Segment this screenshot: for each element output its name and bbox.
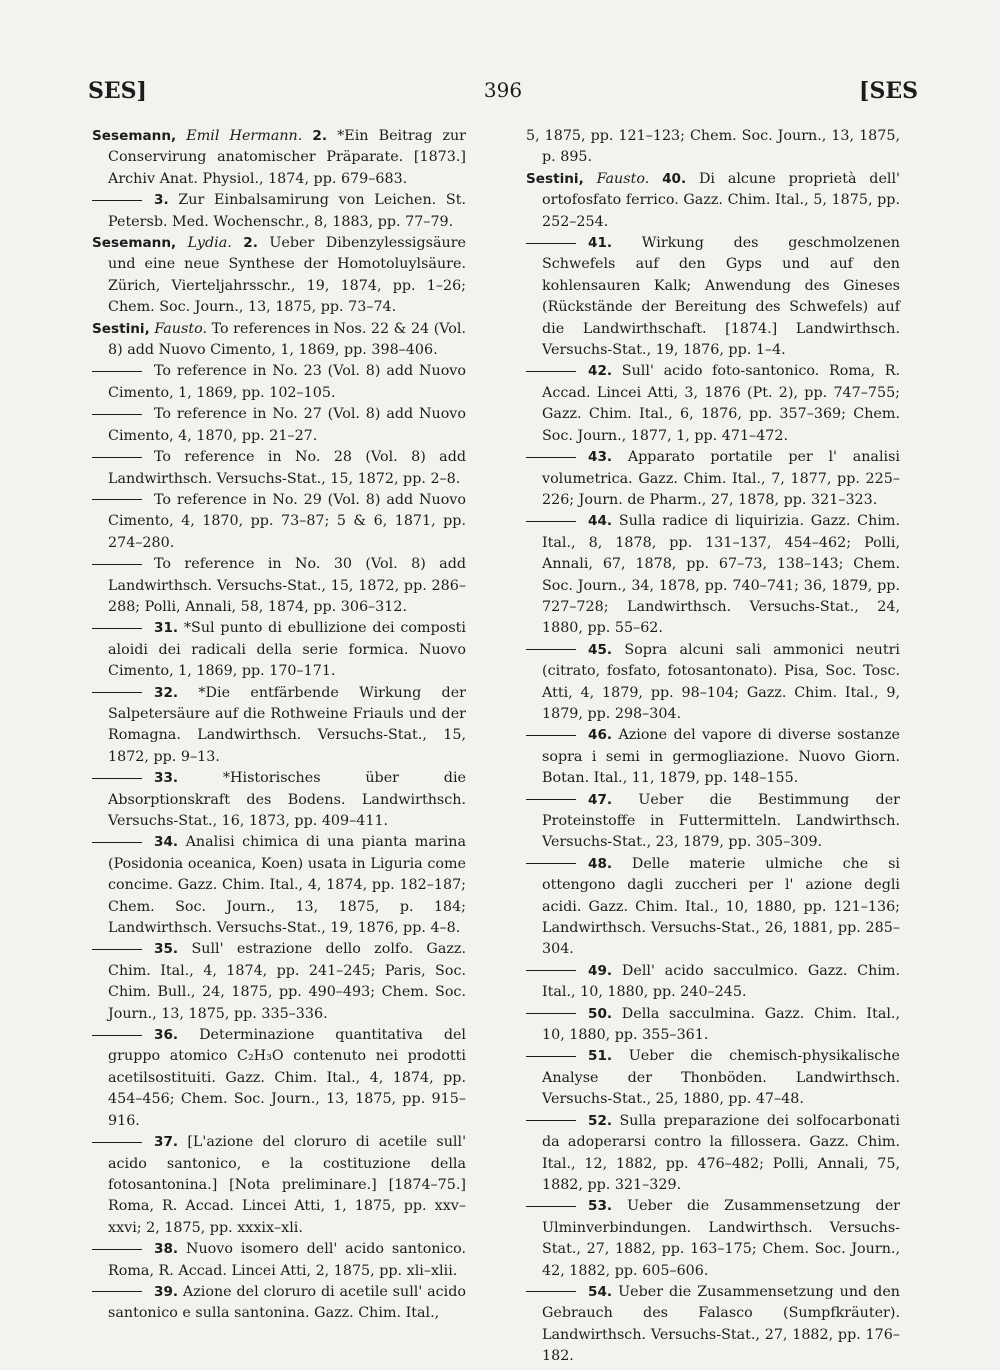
header-right-catchword: [SES xyxy=(859,78,918,104)
entry-number: 37. xyxy=(154,1134,179,1151)
entry-number: 32. xyxy=(154,684,179,701)
bibliography-entry xyxy=(92,939,466,1025)
bibliography-entry xyxy=(526,511,900,639)
bibliography-entry xyxy=(526,1004,900,1047)
entry-text: Sulla radice di liquirizia. Gazz. Chim. Ital., 8, 1878, pp. 131–137, 454–462; Polli, Annali, 67, 1878, pp. 67–73, 138–143; Chem. Soc. Journ., 34, 1878, pp. 740–741; 36, 1879, pp. 727–728; Landwirthsch. Versuchs-Stat., 24, 1880, pp. 55–62. xyxy=(542,513,901,637)
bibliography-entry xyxy=(92,361,466,404)
ditto-rule xyxy=(92,371,142,372)
author-surname: Sestini, xyxy=(526,170,584,187)
bibliography-entry xyxy=(526,1196,900,1282)
entry-text: *Ein Beitrag zur Conservirung anatomischer Präparate. [1873.] Archiv Anat. Physiol., 1874, pp. 679–683. xyxy=(108,128,467,187)
header-left-catchword: SES] xyxy=(88,78,147,104)
ditto-rule xyxy=(92,842,142,843)
entry-text: 5, 1875, pp. 121–123; Chem. Soc. Journ., 13, 1875, p. 895. xyxy=(526,128,900,166)
author-given-name: Fausto. xyxy=(154,320,207,337)
entry-number: 38. xyxy=(154,1241,179,1258)
bibliography-entry xyxy=(92,126,466,190)
bibliography-entry xyxy=(526,640,900,726)
bibliography-entry xyxy=(526,1046,900,1110)
ditto-rule xyxy=(92,949,142,950)
entry-text: Sull' acido foto-santonico. Roma, R. Accad. Lincei Atti, 3, 1876 (Pt. 2), pp. 747–755; Gazz. Chim. Ital., 6, 1876, pp. 357–369; Chem. Soc. Journ., 1877, 1, pp. 471–472. xyxy=(542,363,901,444)
entry-text: To reference in No. 29 (Vol. 8) add Nuovo Cimento, 4, 1870, pp. 73–87; 5 & 6, 1871, pp. 274–280. xyxy=(108,491,466,551)
bibliography-entry xyxy=(92,683,466,769)
entry-number: 40. xyxy=(662,170,687,187)
entry-number: 43. xyxy=(588,449,613,466)
author-given-name: Fausto. xyxy=(596,170,650,187)
bibliography-entry xyxy=(526,854,900,961)
entry-text: Azione del vapore di diverse sostanze sopra i semi in germogliazione. Nuovo Giorn. Botan. Ital., 11, 1879, pp. 148–155. xyxy=(542,727,901,787)
entry-number: 51. xyxy=(588,1048,613,1065)
bibliography-entry xyxy=(526,447,900,511)
entry-text: Ueber die Bestimmung der Proteinstoffe in Futtermitteln. Landwirthsch. Versuchs-Stat., 23, 1879, pp. 305–309. xyxy=(542,791,901,851)
entry-text: Delle materie ulmiche che si ottengono dagli zuccheri per l' azione degli acidi. Gazz. Chim. Ital., 10, 1880, pp. 121–136; Landwirthsch. Versuchs-Stat., 26, 1881, pp. 285–304. xyxy=(542,855,900,958)
entry-number: 33. xyxy=(154,770,179,787)
ditto-rule xyxy=(92,200,142,201)
entry-number: 36. xyxy=(154,1027,179,1044)
entry-text: Apparato portatile per l' analisi volumetrica. Gazz. Chim. Ital., 7, 1877, pp. 225–226; Journ. de Pharm., 27, 1878, pp. 321–323. xyxy=(542,449,901,508)
entry-text: Azione del cloruro di acetile sull' acido santonico e sulla santonina. Gazz. Chim. Ital., xyxy=(108,1283,466,1322)
entry-number: 34. xyxy=(154,834,179,851)
ditto-rule xyxy=(92,778,142,779)
entry-number: 49. xyxy=(588,962,613,979)
ditto-rule xyxy=(92,564,142,565)
bibliography-entry xyxy=(92,618,466,682)
ditto-rule xyxy=(92,457,142,458)
ditto-rule xyxy=(526,457,576,458)
entry-text: Sull' estrazione dello zolfo. Gazz. Chim. Ital., 4, 1874, pp. 241–245; Paris, Soc. Chim. Bull., 24, 1875, pp. 490–493; Chem. Soc. Journ., 13, 1875, pp. 335–336. xyxy=(108,941,466,1022)
bibliography-entry xyxy=(92,190,466,233)
author-surname: Sestini, xyxy=(92,320,150,337)
ditto-rule xyxy=(526,735,576,736)
entry-text: Ueber die Zusammensetzung der Ulminverbindungen. Landwirthsch. Versuchs-Stat., 27, 1882, pp. 163–175; Chem. Soc. Journ., 42, 1882, pp. 605–606. xyxy=(542,1198,901,1279)
entry-text: Sopra alcuni sali ammonici neutri (citrato, fosfato, fotosantonato). Pisa, Soc. Tosc. Atti, 4, 1879, pp. 98–104; Gazz. Chim. Ital., 9, 1879, pp. 298–304. xyxy=(542,641,901,722)
entry-number: 3. xyxy=(154,192,169,209)
bibliography-entry xyxy=(92,319,466,362)
entry-text: *Historisches über die Absorptionskraft des Bodens. Landwirthsch. Versuchs-Stat., 16, 1873, pp. 409–411. xyxy=(108,770,466,829)
bibliography-entry xyxy=(526,169,900,233)
ditto-rule xyxy=(92,692,142,693)
entry-text: Nuovo isomero dell' acido santonico. Roma, R. Accad. Lincei Atti, 2, 1875, pp. xli–xlii. xyxy=(108,1241,467,1279)
entry-number: 46. xyxy=(588,727,613,744)
page-number: 396 xyxy=(483,78,523,102)
left-column xyxy=(92,126,466,1325)
entry-text: Ueber die chemisch-physikalische Analyse der Thonböden. Landwirthsch. Versuchs-Stat., 25, 1880, pp. 47–48. xyxy=(542,1048,900,1108)
entry-text: Zur Einbalsamirung von Leichen. St. Petersb. Med. Wochenschr., 8, 1883, pp. 77–79. xyxy=(108,192,467,230)
bibliography-entry xyxy=(92,1025,466,1132)
ditto-rule xyxy=(526,521,576,522)
entry-number: 48. xyxy=(588,855,613,872)
entry-number: 52. xyxy=(588,1112,613,1129)
entry-number: 2. xyxy=(243,235,258,252)
bibliography-entry xyxy=(92,404,466,447)
entry-text: To reference in No. 28 (Vol. 8) add Landwirthsch. Versuchs-Stat., 15, 1872, pp. 2–8. xyxy=(108,449,466,487)
entry-number: 45. xyxy=(588,641,613,658)
entry-number: 54. xyxy=(588,1283,613,1300)
entry-text: Determinazione quantitativa del gruppo atomico C₂H₃O contenuto nei prodotti acetilsostituiti. Gazz. Chim. Ital., 4, 1874, pp. 454–456; Chem. Soc. Journ., 13, 1875, pp. 915–916. xyxy=(108,1027,467,1129)
ditto-rule xyxy=(526,970,576,971)
entry-text: *Die entfärbende Wirkung der Salpetersäure auf die Rothweine Friauls und der Romagna. Landwirthsch. Versuchs-Stat., 15, 1872, pp. 9–13. xyxy=(108,684,466,765)
entry-number: 41. xyxy=(588,235,613,252)
bibliography-entry xyxy=(92,768,466,832)
ditto-rule xyxy=(92,628,142,629)
bibliography-entry xyxy=(92,832,466,939)
entry-text: Di alcune proprietà dell' ortofosfato ferrico. Gazz. Chim. Ital., 5, 1875, pp. 252–254. xyxy=(542,170,900,230)
entry-text: To reference in No. 30 (Vol. 8) add Landwirthsch. Versuchs-Stat., 15, 1872, pp. 286–288; Polli, Annali, 58, 1874, pp. 306–312. xyxy=(108,556,466,615)
entry-text: Della sacculmina. Gazz. Chim. Ital., 10, 1880, pp. 355–361. xyxy=(542,1005,900,1044)
entry-number: 47. xyxy=(588,791,613,808)
ditto-rule xyxy=(526,1056,576,1057)
entry-number: 44. xyxy=(588,513,613,530)
entry-text: Wirkung des geschmolzenen Schwefels auf den Gyps und auf den kohlensauren Kalk; Anwendung des Gineses (Rückstände der Bereitung des Schwefels) auf die Landwirthschaft. [1874.] Landwirthsch. Versuchs-Stat., 19, 1876, pp. 1–4. xyxy=(542,235,900,359)
ditto-rule xyxy=(92,499,142,500)
bibliography-entry xyxy=(92,1239,466,1282)
ditto-rule xyxy=(526,243,576,244)
bibliography-entry xyxy=(526,961,900,1004)
entry-number: 50. xyxy=(588,1005,613,1022)
entry-text: Ueber Dibenzylessigsäure und eine neue Synthese der Homotoluylsäure. Zürich, Vierteljahrsschr., 19, 1874, pp. 1–26; Chem. Soc. Journ., 13, 1875, pp. 73–74. xyxy=(108,235,467,316)
entry-text: *Sul punto di ebullizione dei composti aloidi dei radicali della serie formica. Nuovo Cimento, 1, 1869, pp. 170–171. xyxy=(108,620,467,680)
ditto-rule xyxy=(92,1291,142,1292)
entry-text: Ueber die Zusammensetzung und den Gebrauch des Falasco (Sumpfkräuter). Landwirthsch. Versuchs-Stat., 27, 1882, pp. 176–182. xyxy=(542,1283,901,1365)
bibliography-entry xyxy=(526,725,900,789)
ditto-rule xyxy=(526,799,576,800)
ditto-rule xyxy=(526,1291,576,1292)
ditto-rule xyxy=(92,1035,142,1036)
bibliography-entry xyxy=(526,233,900,361)
author-surname: Sesemann, xyxy=(92,128,177,144)
bibliography-entry xyxy=(92,1132,466,1239)
ditto-rule xyxy=(526,1120,576,1121)
entry-text: Dell' acido sacculmico. Gazz. Chim. Ital., 10, 1880, pp. 240–245. xyxy=(542,962,900,1001)
right-column xyxy=(526,126,900,1368)
ditto-rule xyxy=(92,1249,142,1250)
entry-number: 2. xyxy=(312,128,328,144)
bibliography-entry xyxy=(526,1111,900,1197)
ditto-rule xyxy=(92,414,142,415)
author-given-name: Emil Hermann. xyxy=(186,128,303,144)
ditto-rule xyxy=(526,371,576,372)
bibliography-entry xyxy=(92,233,466,319)
entry-text: To references in Nos. 22 & 24 (Vol. 8) add Nuovo Cimento, 1, 1869, pp. 398–406. xyxy=(108,320,467,359)
ditto-rule xyxy=(526,649,576,650)
ditto-rule xyxy=(526,863,576,864)
entry-text: Analisi chimica di una pianta marina (Posidonia oceanica, Koen) usata in Liguria come concime. Gazz. Chim. Ital., 4, 1874, pp. 182–187; Chem. Soc. Journ., 13, 1875, p. 184; Landwirthsch. Versuchs-Stat., 19, 1876, pp. 4–8. xyxy=(108,834,467,937)
running-header xyxy=(88,78,918,108)
bibliography-entry xyxy=(526,126,900,169)
bibliography-entry xyxy=(526,361,900,447)
bibliography-entry xyxy=(526,790,900,854)
bibliography-entry xyxy=(526,1282,900,1368)
entry-text: Sulla preparazione dei solfocarbonati da adoperarsi contro la fillossera. Gazz. Chim. Ital., 12, 1882, pp. 476–482; Polli, Annali, 75, 1882, pp. 321–329. xyxy=(542,1112,900,1193)
bibliography-entry xyxy=(92,490,466,554)
ditto-rule xyxy=(526,1206,576,1207)
ditto-rule xyxy=(526,1013,576,1014)
entry-text: To reference in No. 27 (Vol. 8) add Nuovo Cimento, 4, 1870, pp. 21–27. xyxy=(108,406,466,444)
entry-number: 31. xyxy=(154,620,179,637)
author-given-name: Lydia. xyxy=(187,235,232,252)
ditto-rule xyxy=(92,1142,142,1143)
bibliography-entry xyxy=(92,447,466,490)
entry-text: [L'azione del cloruro di acetile sull' acido santonico, e la costituzione della fotosantonina.] [Nota preliminare.] [1874–75.] Roma, R. Accad. Lincei Atti, 1, 1875, pp. xxv–xxvi; 2, 1875, pp. xxxix–xli. xyxy=(108,1134,466,1236)
entry-number: 42. xyxy=(588,363,613,380)
author-surname: Sesemann, xyxy=(92,235,177,252)
entry-number: 35. xyxy=(154,941,179,958)
entry-number: 39. xyxy=(154,1283,179,1300)
bibliography-entry xyxy=(92,554,466,618)
entry-number: 53. xyxy=(588,1198,613,1215)
entry-text: To reference in No. 23 (Vol. 8) add Nuovo Cimento, 1, 1869, pp. 102–105. xyxy=(108,363,466,401)
bibliography-entry xyxy=(92,1282,466,1325)
